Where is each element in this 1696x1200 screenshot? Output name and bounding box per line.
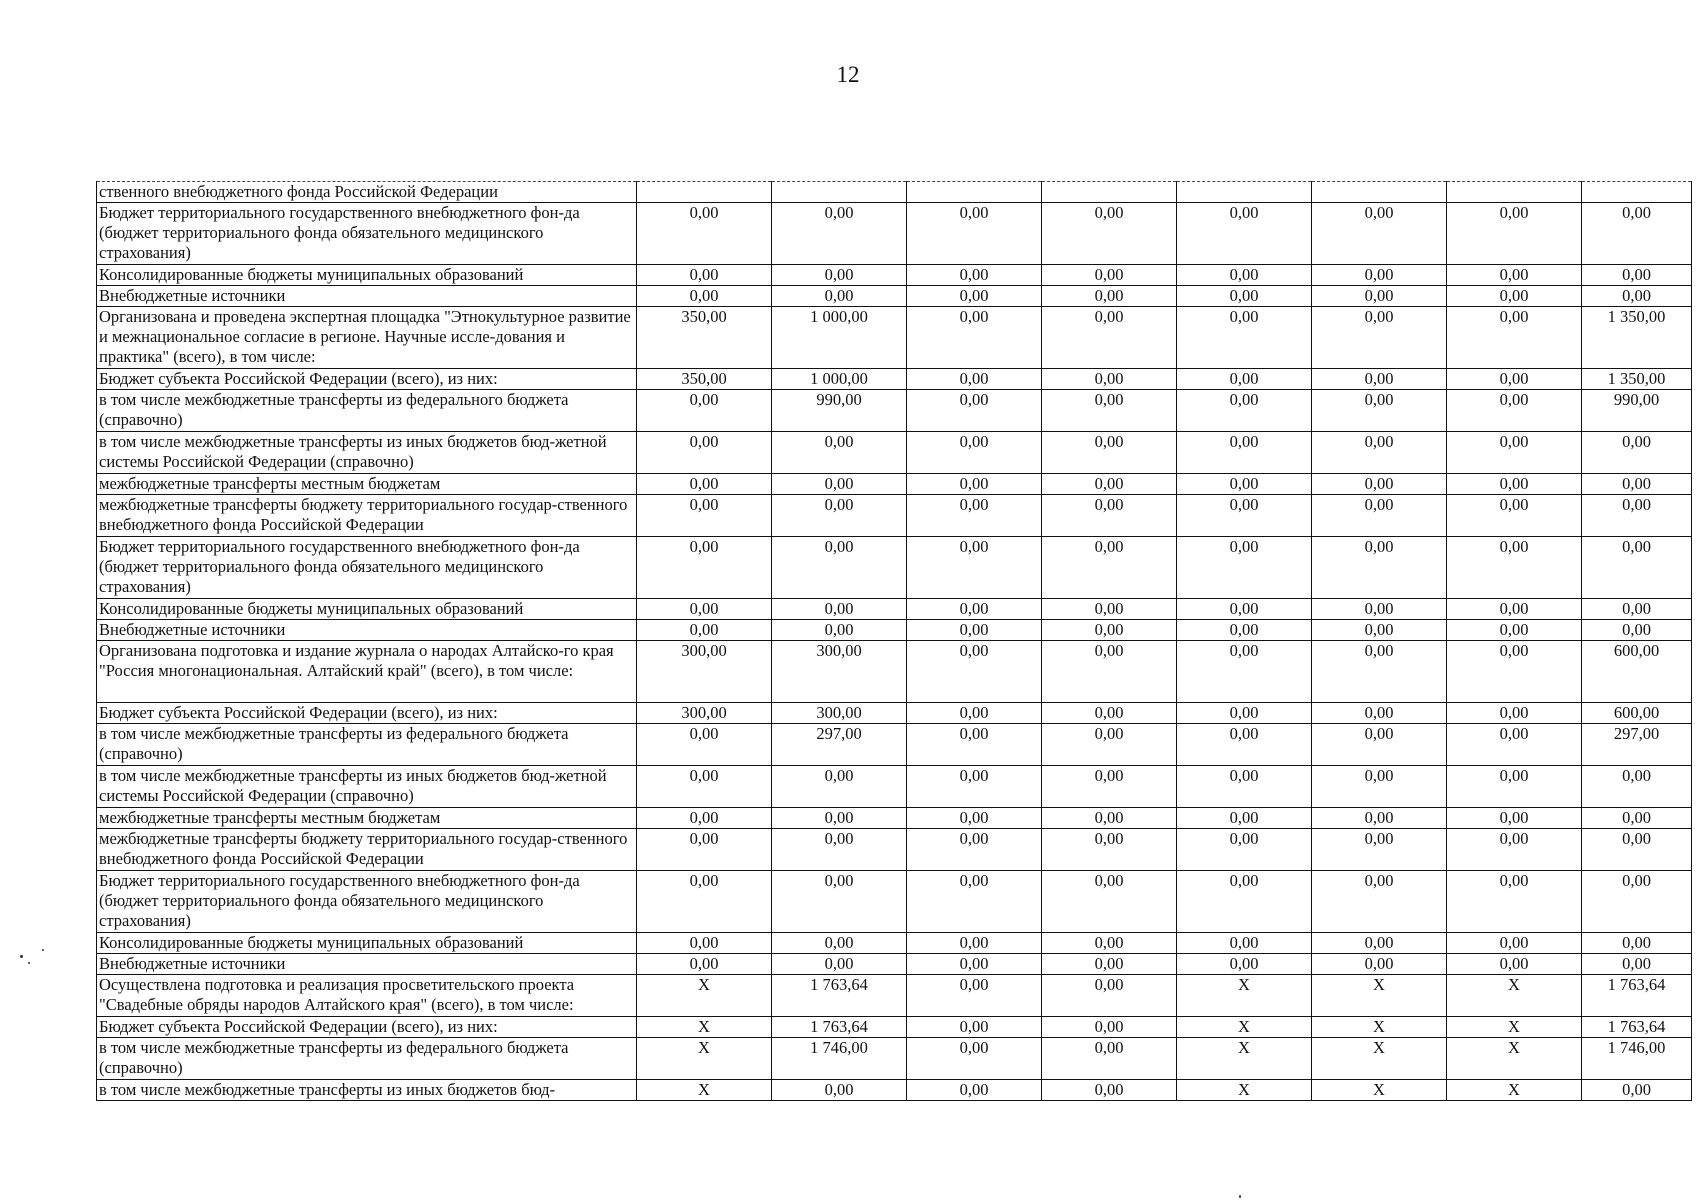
value-cell: 0,00 bbox=[907, 495, 1042, 537]
value-cell: 0,00 bbox=[1042, 871, 1177, 933]
table-row bbox=[97, 975, 1692, 1017]
value-cell: 350,00 bbox=[637, 369, 772, 390]
value-cell: 0,00 bbox=[907, 286, 1042, 307]
value-cell: 0,00 bbox=[772, 766, 907, 808]
value-cell: 0,00 bbox=[637, 724, 772, 766]
value-cell bbox=[907, 182, 1042, 203]
value-cell bbox=[1042, 182, 1177, 203]
value-cell: 0,00 bbox=[1042, 1080, 1177, 1101]
value-cell: 0,00 bbox=[1042, 537, 1177, 599]
value-cell: 0,00 bbox=[637, 286, 772, 307]
value-cell: 0,00 bbox=[907, 203, 1042, 265]
value-cell: 0,00 bbox=[772, 808, 907, 829]
value-cell: 0,00 bbox=[907, 1017, 1042, 1038]
value-cell: 0,00 bbox=[1042, 641, 1177, 703]
value-cell: 0,00 bbox=[772, 620, 907, 641]
value-cell: 0,00 bbox=[1312, 432, 1447, 474]
value-cell bbox=[1582, 182, 1692, 203]
value-cell: 0,00 bbox=[772, 933, 907, 954]
row-label: межбюджетные трансферты бюджету территориального государ-ственного внебюджетного фонда Российской Федерации bbox=[97, 829, 637, 871]
value-cell: 0,00 bbox=[1177, 620, 1312, 641]
value-cell: 0,00 bbox=[772, 829, 907, 871]
row-label: в том числе межбюджетные трансферты из иных бюджетов бюд-жетной системы Российской Федерации (справочно) bbox=[97, 432, 637, 474]
value-cell: 0,00 bbox=[1177, 871, 1312, 933]
value-cell: 0,00 bbox=[1447, 495, 1582, 537]
row-label: Внебюджетные источники bbox=[97, 954, 637, 975]
budget-table bbox=[96, 181, 1692, 1101]
value-cell: 0,00 bbox=[907, 1038, 1042, 1080]
table-row bbox=[97, 495, 1692, 537]
row-label: Внебюджетные источники bbox=[97, 620, 637, 641]
value-cell: 0,00 bbox=[1582, 599, 1692, 620]
value-cell: 0,00 bbox=[1177, 808, 1312, 829]
value-cell: 0,00 bbox=[1042, 495, 1177, 537]
value-cell: 0,00 bbox=[1582, 871, 1692, 933]
value-cell: 600,00 bbox=[1582, 703, 1692, 724]
value-cell: 0,00 bbox=[1042, 286, 1177, 307]
value-cell: 0,00 bbox=[772, 203, 907, 265]
value-cell: 0,00 bbox=[1312, 871, 1447, 933]
value-cell: 0,00 bbox=[1447, 599, 1582, 620]
value-cell: 1 350,00 bbox=[1582, 307, 1692, 369]
value-cell: 0,00 bbox=[1447, 703, 1582, 724]
value-cell: 0,00 bbox=[1177, 203, 1312, 265]
value-cell: 0,00 bbox=[907, 703, 1042, 724]
value-cell: 1 350,00 bbox=[1582, 369, 1692, 390]
scan-speck bbox=[42, 949, 44, 951]
value-cell: 0,00 bbox=[1447, 620, 1582, 641]
value-cell: 0,00 bbox=[1177, 599, 1312, 620]
value-cell bbox=[637, 182, 772, 203]
value-cell: X bbox=[1177, 975, 1312, 1017]
value-cell: 0,00 bbox=[637, 766, 772, 808]
value-cell: 0,00 bbox=[1177, 954, 1312, 975]
table-row bbox=[97, 620, 1692, 641]
value-cell: 0,00 bbox=[1177, 432, 1312, 474]
row-label: межбюджетные трансферты местным бюджетам bbox=[97, 808, 637, 829]
table-row bbox=[97, 182, 1692, 203]
value-cell: 0,00 bbox=[1312, 203, 1447, 265]
value-cell: 0,00 bbox=[907, 432, 1042, 474]
value-cell: 0,00 bbox=[907, 265, 1042, 286]
value-cell: 0,00 bbox=[772, 495, 907, 537]
value-cell: X bbox=[1447, 1080, 1582, 1101]
value-cell: 0,00 bbox=[1447, 641, 1582, 703]
value-cell: 0,00 bbox=[1447, 474, 1582, 495]
row-label: в том числе межбюджетные трансферты из иных бюджетов бюд-жетной системы Российской Федерации (справочно) bbox=[97, 766, 637, 808]
value-cell: 0,00 bbox=[907, 599, 1042, 620]
value-cell: 0,00 bbox=[1312, 808, 1447, 829]
table-row bbox=[97, 724, 1692, 766]
value-cell: 300,00 bbox=[772, 703, 907, 724]
value-cell: X bbox=[1447, 1017, 1582, 1038]
value-cell bbox=[1177, 182, 1312, 203]
value-cell: 0,00 bbox=[637, 933, 772, 954]
table-row bbox=[97, 641, 1692, 703]
value-cell: 0,00 bbox=[1312, 369, 1447, 390]
value-cell: 0,00 bbox=[1582, 829, 1692, 871]
value-cell bbox=[1312, 182, 1447, 203]
value-cell: 0,00 bbox=[1042, 933, 1177, 954]
value-cell: 0,00 bbox=[1582, 1080, 1692, 1101]
value-cell: 0,00 bbox=[637, 808, 772, 829]
value-cell: 0,00 bbox=[1042, 432, 1177, 474]
table-row bbox=[97, 432, 1692, 474]
value-cell: 0,00 bbox=[1582, 933, 1692, 954]
value-cell: 0,00 bbox=[1177, 286, 1312, 307]
value-cell: 1 000,00 bbox=[772, 307, 907, 369]
value-cell: 0,00 bbox=[1177, 265, 1312, 286]
row-label: в том числе межбюджетные трансферты из федерального бюджета (справочно) bbox=[97, 724, 637, 766]
value-cell: 0,00 bbox=[1312, 599, 1447, 620]
value-cell: 0,00 bbox=[1447, 954, 1582, 975]
value-cell: 0,00 bbox=[1042, 1038, 1177, 1080]
value-cell: 1 763,64 bbox=[1582, 1017, 1692, 1038]
value-cell: 0,00 bbox=[1042, 307, 1177, 369]
table-row bbox=[97, 829, 1692, 871]
value-cell: 0,00 bbox=[1042, 265, 1177, 286]
value-cell: 0,00 bbox=[637, 871, 772, 933]
scan-speck bbox=[28, 962, 30, 964]
value-cell: 0,00 bbox=[907, 975, 1042, 1017]
value-cell: 0,00 bbox=[1582, 265, 1692, 286]
value-cell: 0,00 bbox=[1042, 620, 1177, 641]
value-cell: 0,00 bbox=[907, 474, 1042, 495]
table-row bbox=[97, 537, 1692, 599]
value-cell: 0,00 bbox=[1177, 307, 1312, 369]
value-cell: 0,00 bbox=[1042, 390, 1177, 432]
value-cell: X bbox=[1312, 1038, 1447, 1080]
value-cell: 0,00 bbox=[1177, 829, 1312, 871]
value-cell: 0,00 bbox=[1582, 286, 1692, 307]
value-cell bbox=[1447, 182, 1582, 203]
value-cell: 0,00 bbox=[637, 495, 772, 537]
row-label: межбюджетные трансферты местным бюджетам bbox=[97, 474, 637, 495]
value-cell: 1 746,00 bbox=[1582, 1038, 1692, 1080]
value-cell: 0,00 bbox=[907, 954, 1042, 975]
value-cell: 0,00 bbox=[907, 620, 1042, 641]
row-label: Бюджет территориального государственного внебюджетного фон-да (бюджет территориального фонда обязательного медицинского страхования) bbox=[97, 537, 637, 599]
value-cell: 0,00 bbox=[1582, 620, 1692, 641]
value-cell: 0,00 bbox=[1447, 808, 1582, 829]
value-cell: 0,00 bbox=[772, 474, 907, 495]
value-cell: 0,00 bbox=[772, 954, 907, 975]
value-cell: 0,00 bbox=[637, 829, 772, 871]
value-cell: 297,00 bbox=[772, 724, 907, 766]
value-cell: 600,00 bbox=[1582, 641, 1692, 703]
value-cell: 0,00 bbox=[1042, 975, 1177, 1017]
value-cell: 0,00 bbox=[1177, 724, 1312, 766]
value-cell: 0,00 bbox=[1312, 829, 1447, 871]
row-label: Бюджет территориального государственного внебюджетного фон-да (бюджет территориального фонда обязательного медицинского страхования) bbox=[97, 871, 637, 933]
value-cell: 1 763,64 bbox=[1582, 975, 1692, 1017]
value-cell: 0,00 bbox=[1447, 390, 1582, 432]
value-cell: 0,00 bbox=[1177, 390, 1312, 432]
table-row bbox=[97, 203, 1692, 265]
value-cell: 0,00 bbox=[1582, 537, 1692, 599]
table-row bbox=[97, 286, 1692, 307]
value-cell: 0,00 bbox=[1177, 766, 1312, 808]
value-cell: 0,00 bbox=[907, 724, 1042, 766]
value-cell: 0,00 bbox=[1447, 724, 1582, 766]
value-cell: 300,00 bbox=[637, 703, 772, 724]
value-cell: 0,00 bbox=[1042, 703, 1177, 724]
table-row bbox=[97, 369, 1692, 390]
value-cell: 0,00 bbox=[1447, 203, 1582, 265]
scan-speck bbox=[1239, 1195, 1241, 1198]
value-cell: 300,00 bbox=[772, 641, 907, 703]
value-cell: 0,00 bbox=[1447, 537, 1582, 599]
value-cell: X bbox=[1312, 975, 1447, 1017]
value-cell: 0,00 bbox=[1312, 954, 1447, 975]
value-cell: 0,00 bbox=[1312, 703, 1447, 724]
table-row bbox=[97, 265, 1692, 286]
value-cell: 0,00 bbox=[907, 829, 1042, 871]
value-cell: 0,00 bbox=[1447, 432, 1582, 474]
row-label: в том числе межбюджетные трансферты из федерального бюджета (справочно) bbox=[97, 390, 637, 432]
value-cell: 350,00 bbox=[637, 307, 772, 369]
value-cell: 0,00 bbox=[907, 808, 1042, 829]
table-row bbox=[97, 871, 1692, 933]
value-cell: 0,00 bbox=[1177, 495, 1312, 537]
value-cell: 0,00 bbox=[1177, 474, 1312, 495]
value-cell: 0,00 bbox=[1582, 432, 1692, 474]
row-label: Бюджет субъекта Российской Федерации (всего), из них: bbox=[97, 703, 637, 724]
value-cell: 0,00 bbox=[1312, 265, 1447, 286]
row-label: Осуществлена подготовка и реализация просветительского проекта "Свадебные обряды народов Алтайского края" (всего), в том числе: bbox=[97, 975, 637, 1017]
value-cell: 0,00 bbox=[1042, 766, 1177, 808]
table-row bbox=[97, 954, 1692, 975]
row-label: межбюджетные трансферты бюджету территориального государ-ственного внебюджетного фонда Российской Федерации bbox=[97, 495, 637, 537]
value-cell: 0,00 bbox=[1447, 369, 1582, 390]
value-cell: X bbox=[1312, 1080, 1447, 1101]
value-cell: 0,00 bbox=[1582, 474, 1692, 495]
value-cell: 0,00 bbox=[907, 390, 1042, 432]
value-cell: X bbox=[1312, 1017, 1447, 1038]
value-cell: 0,00 bbox=[1312, 286, 1447, 307]
value-cell: 0,00 bbox=[1312, 641, 1447, 703]
table-row bbox=[97, 390, 1692, 432]
value-cell: 0,00 bbox=[1312, 766, 1447, 808]
value-cell: 0,00 bbox=[1582, 203, 1692, 265]
table-row bbox=[97, 474, 1692, 495]
value-cell: 300,00 bbox=[637, 641, 772, 703]
value-cell: 0,00 bbox=[637, 474, 772, 495]
table-row bbox=[97, 808, 1692, 829]
value-cell: X bbox=[637, 975, 772, 1017]
value-cell: 0,00 bbox=[1312, 537, 1447, 599]
row-label: Бюджет субъекта Российской Федерации (всего), из них: bbox=[97, 1017, 637, 1038]
value-cell: 0,00 bbox=[772, 537, 907, 599]
value-cell: 0,00 bbox=[1177, 537, 1312, 599]
row-label: ственного внебюджетного фонда Российской Федерации bbox=[97, 182, 637, 203]
value-cell: 0,00 bbox=[637, 537, 772, 599]
value-cell: 0,00 bbox=[1042, 599, 1177, 620]
value-cell: 0,00 bbox=[1312, 933, 1447, 954]
table-row bbox=[97, 703, 1692, 724]
value-cell: 0,00 bbox=[907, 1080, 1042, 1101]
value-cell bbox=[772, 182, 907, 203]
value-cell: 0,00 bbox=[1312, 495, 1447, 537]
value-cell: 0,00 bbox=[1312, 390, 1447, 432]
value-cell: 0,00 bbox=[1042, 1017, 1177, 1038]
table-row bbox=[97, 766, 1692, 808]
value-cell: 0,00 bbox=[637, 620, 772, 641]
value-cell: 0,00 bbox=[1312, 307, 1447, 369]
value-cell: 1 000,00 bbox=[772, 369, 907, 390]
row-label: Бюджет территориального государственного внебюджетного фон-да (бюджет территориального фонда обязательного медицинского страхования) bbox=[97, 203, 637, 265]
table-row bbox=[97, 1038, 1692, 1080]
row-label: Консолидированные бюджеты муниципальных образований bbox=[97, 933, 637, 954]
value-cell: 1 763,64 bbox=[772, 975, 907, 1017]
value-cell: 0,00 bbox=[1042, 203, 1177, 265]
row-label: Консолидированные бюджеты муниципальных образований bbox=[97, 265, 637, 286]
table-row bbox=[97, 1080, 1692, 1101]
value-cell: 1 763,64 bbox=[772, 1017, 907, 1038]
value-cell: 0,00 bbox=[1582, 954, 1692, 975]
value-cell: 0,00 bbox=[637, 390, 772, 432]
value-cell: 0,00 bbox=[1042, 474, 1177, 495]
value-cell: 0,00 bbox=[907, 933, 1042, 954]
row-label: Консолидированные бюджеты муниципальных образований bbox=[97, 599, 637, 620]
value-cell: 0,00 bbox=[1042, 808, 1177, 829]
row-label: Организована подготовка и издание журнала о народах Алтайско-го края "Россия многонациональная. Алтайский край" (всего), в том числе: bbox=[97, 641, 637, 703]
row-label: в том числе межбюджетные трансферты из иных бюджетов бюд- bbox=[97, 1080, 637, 1101]
value-cell: 0,00 bbox=[1177, 369, 1312, 390]
value-cell: 0,00 bbox=[1042, 829, 1177, 871]
table-row bbox=[97, 307, 1692, 369]
value-cell: 0,00 bbox=[1447, 286, 1582, 307]
value-cell: 0,00 bbox=[772, 871, 907, 933]
table-row bbox=[97, 599, 1692, 620]
row-label: Организована и проведена экспертная площадка "Этнокультурное развитие и межнациональное согласие в регионе. Научные иссле-дования и практика" (всего), в том числе: bbox=[97, 307, 637, 369]
row-label: Бюджет субъекта Российской Федерации (всего), из них: bbox=[97, 369, 637, 390]
value-cell: 0,00 bbox=[772, 1080, 907, 1101]
value-cell: 0,00 bbox=[1177, 703, 1312, 724]
value-cell: 0,00 bbox=[907, 641, 1042, 703]
value-cell: 990,00 bbox=[772, 390, 907, 432]
value-cell: X bbox=[637, 1038, 772, 1080]
value-cell: 1 746,00 bbox=[772, 1038, 907, 1080]
value-cell: 0,00 bbox=[637, 265, 772, 286]
value-cell: 0,00 bbox=[907, 871, 1042, 933]
value-cell: 0,00 bbox=[1447, 766, 1582, 808]
value-cell: 0,00 bbox=[907, 307, 1042, 369]
value-cell: 0,00 bbox=[637, 599, 772, 620]
value-cell: X bbox=[1447, 1038, 1582, 1080]
row-label: в том числе межбюджетные трансферты из федерального бюджета (справочно) bbox=[97, 1038, 637, 1080]
value-cell: 0,00 bbox=[907, 537, 1042, 599]
value-cell: 0,00 bbox=[772, 286, 907, 307]
value-cell: 0,00 bbox=[1447, 307, 1582, 369]
value-cell: 0,00 bbox=[1447, 829, 1582, 871]
value-cell: 0,00 bbox=[637, 954, 772, 975]
value-cell: 0,00 bbox=[772, 432, 907, 474]
value-cell: X bbox=[1177, 1038, 1312, 1080]
value-cell: 0,00 bbox=[1447, 871, 1582, 933]
value-cell: 0,00 bbox=[1582, 766, 1692, 808]
page-number: 12 bbox=[836, 62, 860, 87]
value-cell: X bbox=[637, 1017, 772, 1038]
value-cell: 0,00 bbox=[1177, 933, 1312, 954]
value-cell: X bbox=[1177, 1017, 1312, 1038]
value-cell: X bbox=[637, 1080, 772, 1101]
value-cell: 0,00 bbox=[1447, 933, 1582, 954]
value-cell: 0,00 bbox=[1582, 495, 1692, 537]
value-cell: 0,00 bbox=[1312, 474, 1447, 495]
value-cell: 0,00 bbox=[637, 432, 772, 474]
value-cell: 0,00 bbox=[1582, 808, 1692, 829]
scan-speck bbox=[20, 955, 23, 958]
value-cell: 0,00 bbox=[907, 369, 1042, 390]
row-label: Внебюджетные источники bbox=[97, 286, 637, 307]
value-cell: 0,00 bbox=[1042, 954, 1177, 975]
value-cell: 0,00 bbox=[1312, 724, 1447, 766]
value-cell: 0,00 bbox=[1042, 724, 1177, 766]
table-row bbox=[97, 1017, 1692, 1038]
table-row bbox=[97, 933, 1692, 954]
value-cell: 0,00 bbox=[1042, 369, 1177, 390]
value-cell: 297,00 bbox=[1582, 724, 1692, 766]
value-cell: 0,00 bbox=[1447, 265, 1582, 286]
value-cell: 0,00 bbox=[907, 766, 1042, 808]
value-cell: 0,00 bbox=[772, 265, 907, 286]
value-cell: 0,00 bbox=[1312, 620, 1447, 641]
value-cell: X bbox=[1447, 975, 1582, 1017]
value-cell: 990,00 bbox=[1582, 390, 1692, 432]
value-cell: X bbox=[1177, 1080, 1312, 1101]
value-cell: 0,00 bbox=[1177, 641, 1312, 703]
value-cell: 0,00 bbox=[772, 599, 907, 620]
value-cell: 0,00 bbox=[637, 203, 772, 265]
